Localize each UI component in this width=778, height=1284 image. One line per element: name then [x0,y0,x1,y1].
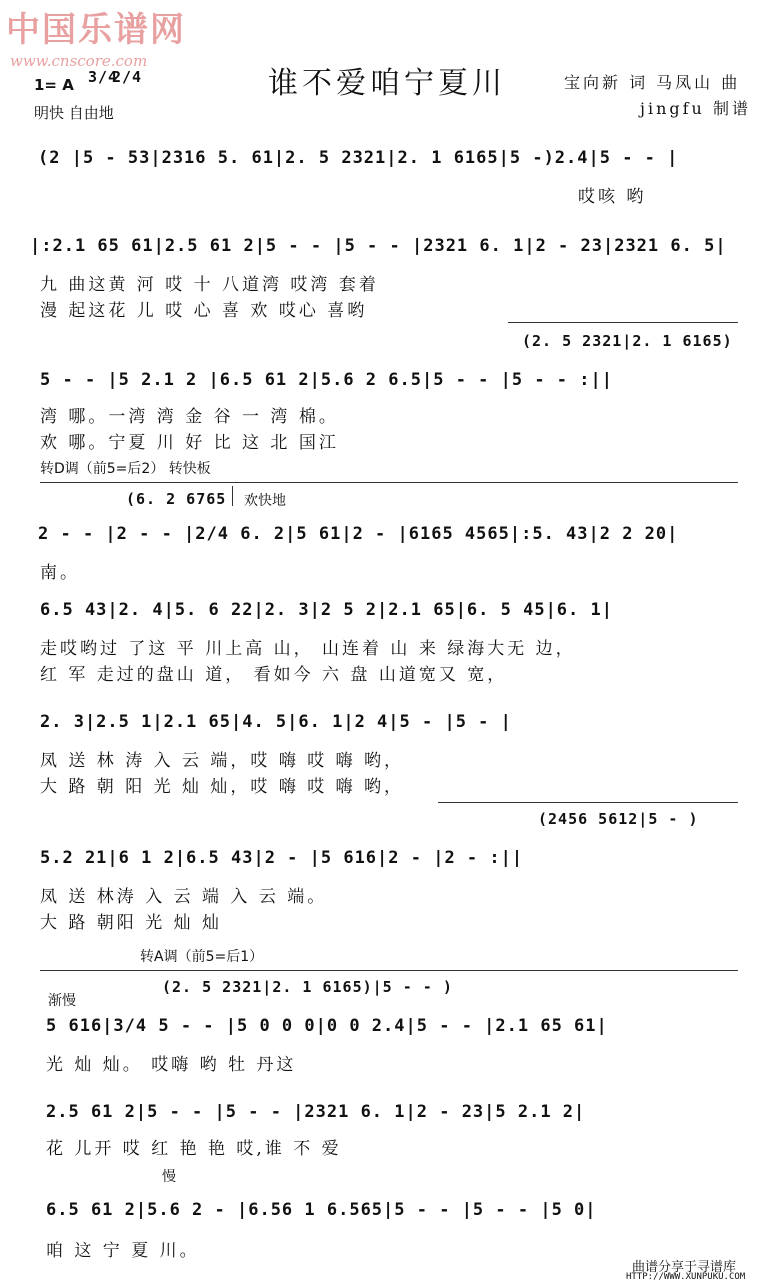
notation-row-3-parenthetical: (2. 5 2321|2. 1 6165) [522,332,733,350]
volta-line [40,482,738,483]
lyric-row-7-verse-2: 大 路 朝阳 光 灿 灿 [40,913,223,933]
lyric-row-4-verse-1: 南。 [40,563,80,583]
lyric-row-2-verse-1: 九 曲这黄 河 哎 十 八道湾 哎湾 套着 [40,275,379,295]
lyric-row-1-verse-1: 哎咳 哟 [578,187,647,207]
lyric-row-3-verse-2: 欢 哪。宁夏 川 好 比 这 北 国江 [40,433,339,453]
lyric-row-6-verse-1: 凤 送 林 涛 入 云 端，哎 嗨 哎 嗨 哟， [40,751,405,771]
lyric-row-5-verse-2: 红 军 走过的盘山 道， 看如今 六 盘 山道宽又 宽， [40,665,508,685]
meter-b: 2/4 [112,68,143,86]
volta-line [508,322,738,323]
lyric-row-9-verse-1: 花 儿开 哎 红 艳 艳 哎,谁 不 爱 [46,1139,342,1159]
notation-row-10: 6.5 61 2|5.6 2 - |6.56 1 6.565|5 - - |5 - - |5 0| [46,1200,597,1220]
lyric-row-6-verse-2: 大 路 朝 阳 光 灿 灿，哎 嗨 哎 嗨 哟， [40,777,405,797]
lyric-row-2-verse-2: 漫 起这花 儿 哎 心 喜 欢 哎心 喜哟 [40,301,368,321]
notation-row-4-parenthetical: (6. 2 6765 [126,490,227,508]
arranger: jingfu 制谱 [640,99,751,118]
watermark-logo: 中国乐谱网 [6,10,186,50]
notation-row-4: 2 - - |2 - - |2/4 6. 2|5 61|2 - |6165 4565|:5. 43|2 2 20| [38,524,679,544]
modulation-annotation-1: 转D调（前5=后2） 转快板 [40,461,211,477]
barline [232,486,233,506]
notation-row-7-parenthetical: (2456 5612|5 - ) [538,810,699,828]
meter-a: 3/4 [88,68,119,86]
page-title: 谁不爱咱宁夏川 [268,66,506,101]
notation-row-7: 5.2 21|6 1 2|6.5 43|2 - |5 616|2 - |2 - :|| [40,848,524,868]
credits: 宝向新 词 马凤山 曲 [564,73,741,92]
key-signature: 1= A [34,76,74,94]
volta-line [40,970,738,971]
tempo-marking-slow: 慢 [162,1169,176,1185]
notation-row-3: 5 - - |5 2.1 2 |6.5 61 2|5.6 2 6.5|5 - - |5 - - :|| [40,370,613,390]
notation-row-8: 5 616|3/4 5 - - |5 0 0 0|0 0 2.4|5 - - |2.1 65 61| [46,1016,608,1036]
lyric-row-10-verse-1: 咱 这 宁 夏 川。 [46,1241,200,1261]
notation-row-2: |:2.1 65 61|2.5 61 2|5 - - |5 - - |2321 6. 1|2 - 23|2321 6. 5| [30,236,727,256]
tempo-marking: 明快 自由地 [34,104,114,122]
notation-row-5: 6.5 43|2. 4|5. 6 22|2. 3|2 5 2|2.1 65|6. 5 45|6. 1| [40,600,613,620]
tempo-marking-2: 欢快地 [244,493,286,509]
lyric-row-8-verse-1: 光 灿 灿。 哎嗨 哟 牡 丹这 [46,1055,297,1075]
lyric-row-5-verse-1: 走哎哟过 了这 平 川上高 山， 山连着 山 来 绿海大无 边， [40,639,576,659]
tempo-marking-rit: 渐慢 [48,993,76,1009]
volta-line [438,802,738,803]
lyric-row-7-verse-1: 凤 送 林涛 入 云 端 入 云 端。 [40,887,328,907]
footer-url: HTTP://WWW.XUNPUKU.COM [626,1272,746,1282]
watermark-url: www.cnscore.com [10,52,148,70]
notation-row-8-parenthetical: (2. 5 2321|2. 1 6165)|5 - - ) [162,978,453,996]
notation-row-9: 2.5 61 2|5 - - |5 - - |2321 6. 1|2 - 23|5 2.1 2| [46,1102,586,1122]
modulation-annotation-2: 转A调（前5=后1） [140,949,264,965]
notation-row-6: 2. 3|2.5 1|2.1 65|4. 5|6. 1|2 4|5 - |5 - | [40,712,512,732]
notation-row-1: (2 |5 - 53|2316 5. 61|2. 5 2321|2. 1 6165|5 -)2.4|5 - - | [38,148,679,168]
lyric-row-3-verse-1: 湾 哪。一湾 湾 金 谷 一 湾 棉。 [40,407,339,427]
footer-text: 曲谱分享于寻谱库 [632,1260,737,1275]
